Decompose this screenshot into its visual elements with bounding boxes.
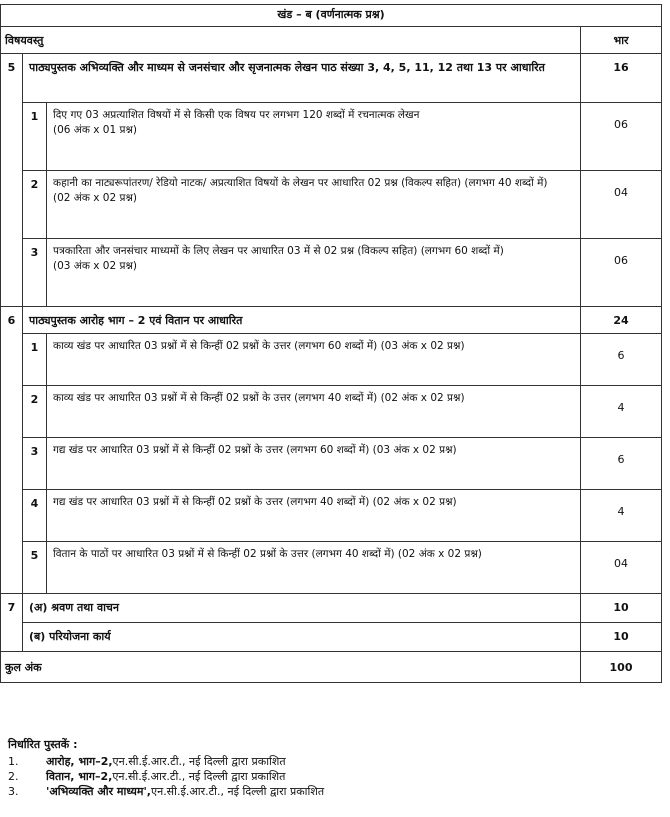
section-row <box>1 54 662 103</box>
list-item <box>8 754 324 769</box>
table-header-row <box>1 27 662 54</box>
table-title-row <box>1 5 662 27</box>
section-title: पाठ्यपुस्तक आरोह भाग – 2 एवं वितान पर आधारित <box>23 307 581 334</box>
item-marks: 6 <box>581 334 662 386</box>
item-number: 3 <box>23 438 47 490</box>
section-part-a: (अ) श्रवण तथा वाचन <box>23 594 581 623</box>
marks-distribution-sheet <box>0 4 661 683</box>
book-publisher: एन.सी.ई.आर.टी., नई दिल्ली द्वारा प्रकाशित <box>151 785 325 798</box>
item-text: काव्य खंड पर आधारित 03 प्रश्नों में से किन्हीं 02 प्रश्नों के उत्तर (लगभग 40 शब्दों में) (02 अंक x 02 प्रश्न) <box>47 386 581 438</box>
column-header-marks: भार <box>581 27 662 54</box>
item-number: 4 <box>23 490 47 542</box>
section-part-b: (ब) परियोजना कार्य <box>23 623 581 652</box>
prescribed-books <box>8 737 324 799</box>
total-marks: 100 <box>581 652 662 683</box>
table-row <box>1 438 662 490</box>
list-item <box>8 784 324 799</box>
section-part-a-marks: 10 <box>581 594 662 623</box>
item-text: वितान के पाठों पर आधारित 03 प्रश्नों में से किन्हीं 02 प्रश्नों के उत्तर (लगभग 40 शब्दों में) (02 अंक x 02 प्रश्न) <box>47 542 581 594</box>
book-publisher: एन.सी.ई.आर.टी., नई दिल्ली द्वारा प्रकाशित <box>112 770 286 783</box>
section-part-b-marks: 10 <box>581 623 662 652</box>
item-marks: 06 <box>581 103 662 171</box>
table-row <box>1 171 662 239</box>
item-marks: 4 <box>581 386 662 438</box>
table-row <box>1 386 662 438</box>
section-marks: 24 <box>581 307 662 334</box>
item-detail: (03 अंक x 02 प्रश्न) <box>53 260 137 272</box>
book-publisher: एन.सी.ई.आर.टी., नई दिल्ली द्वारा प्रकाशित <box>112 755 286 768</box>
item-number: 2 <box>23 386 47 438</box>
total-label: कुल अंक <box>1 652 581 683</box>
item-detail: (06 अंक x 01 प्रश्न) <box>53 124 137 136</box>
book-name: आरोह, भाग–2, <box>46 755 113 768</box>
section-number: 6 <box>1 307 23 594</box>
book-number: 3. <box>8 785 19 798</box>
item-description <box>47 239 581 307</box>
table-row <box>1 103 662 171</box>
section-title: पाठ्यपुस्तक अभिव्यक्ति और माध्यम से जनसंचार और सृजनात्मक लेखन पाठ संख्या 3, 4, 5, 11, 12 तथा 13 पर आधारित <box>23 54 581 103</box>
item-description <box>47 103 581 171</box>
item-text: गद्य खंड पर आधारित 03 प्रश्नों में से किन्हीं 02 प्रश्नों के उत्तर (लगभग 60 शब्दों में) (03 अंक x 02 प्रश्न) <box>47 438 581 490</box>
book-number: 2. <box>8 770 19 783</box>
item-marks: 6 <box>581 438 662 490</box>
list-item <box>8 769 324 784</box>
section-marks: 16 <box>581 54 662 103</box>
item-number: 1 <box>23 334 47 386</box>
item-number: 3 <box>23 239 47 307</box>
books-title: निर्धारित पुस्तकें : <box>8 738 78 751</box>
section-row <box>1 307 662 334</box>
section-row <box>1 623 662 652</box>
column-header-subject: विषयवस्तु <box>1 27 581 54</box>
section-row <box>1 594 662 623</box>
item-marks: 06 <box>581 239 662 307</box>
section-number: 7 <box>1 594 23 652</box>
item-description <box>47 171 581 239</box>
item-detail: (02 अंक x 02 प्रश्न) <box>53 192 137 204</box>
table-title: खंड – ब (वर्णनात्मक प्रश्न) <box>1 5 662 27</box>
total-row <box>1 652 662 683</box>
book-name: 'अभिव्यक्ति और माध्यम', <box>46 785 151 798</box>
item-text: पत्रकारिता और जनसंचार माध्यमों के लिए लेखन पर आधारित 03 में से 02 प्रश्न (विकल्प सहित) (लगभग 60 शब्दों में) <box>53 245 504 257</box>
table-row <box>1 490 662 542</box>
section-number: 5 <box>1 54 23 307</box>
item-marks: 4 <box>581 490 662 542</box>
marks-table <box>0 4 662 683</box>
item-text: दिए गए 03 अप्रत्याशित विषयों में से किसी एक विषय पर लगभग 120 शब्दों में रचनात्मक लेखन <box>53 109 420 121</box>
table-row <box>1 542 662 594</box>
item-text: काव्य खंड पर आधारित 03 प्रश्नों में से किन्हीं 02 प्रश्नों के उत्तर (लगभग 60 शब्दों में) (03 अंक x 02 प्रश्न) <box>47 334 581 386</box>
item-number: 1 <box>23 103 47 171</box>
item-text: गद्य खंड पर आधारित 03 प्रश्नों में से किन्हीं 02 प्रश्नों के उत्तर (लगभग 40 शब्दों में) (02 अंक x 02 प्रश्न) <box>47 490 581 542</box>
item-number: 5 <box>23 542 47 594</box>
table-row <box>1 239 662 307</box>
item-number: 2 <box>23 171 47 239</box>
book-name: वितान, भाग–2, <box>46 770 113 783</box>
table-row <box>1 334 662 386</box>
item-marks: 04 <box>581 542 662 594</box>
item-text: कहानी का नाट्यरूपांतरण/ रेडियो नाटक/ अप्रत्याशित विषयों के लेखन पर आधारित 02 प्रश्न (विकल्प सहित) (लगभग 40 शब्दों में) <box>53 177 548 189</box>
item-marks: 04 <box>581 171 662 239</box>
book-number: 1. <box>8 755 19 768</box>
